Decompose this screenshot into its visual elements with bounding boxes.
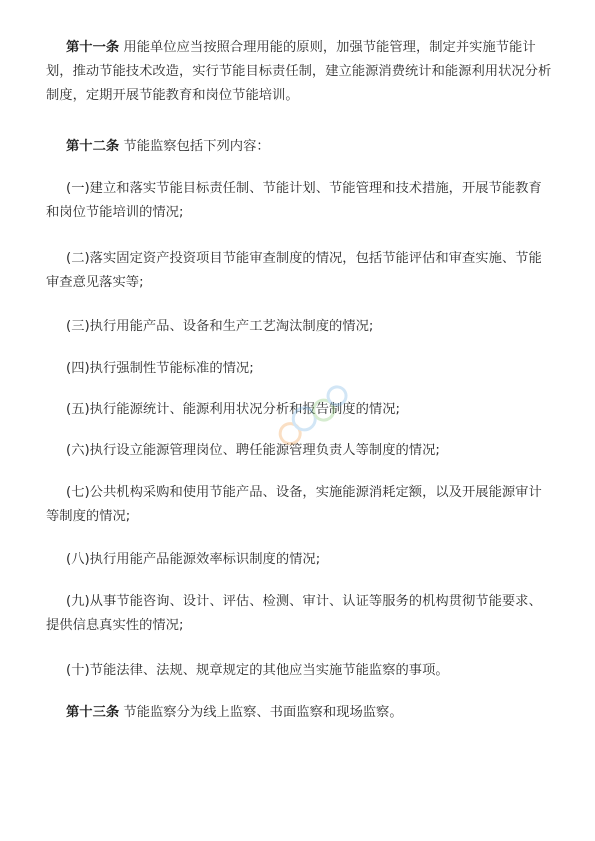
list-item-10: (十)节能法律、法规、规章规定的其他应当实施节能监察的事项。 — [66, 663, 449, 678]
list-item-5: (五)执行能源统计、能源利用状况分析和报告制度的情况; — [66, 402, 400, 417]
article-11-text: 用能单位应当按照合理用能的原则，加强节能管理，制定并实施节能计划，推动节能技术改造，实行节能目标责任制，建立能源消费统计和能源利用状况分析制度，定期开展节能教育和岗位节能培训。 — [46, 40, 552, 103]
list-item-1: (一)建立和落实节能目标责任制、节能计划、节能管理和技术措施，开展节能教育和岗位节能培训的情况; — [46, 181, 542, 220]
list-item-6: (六)执行设立能源管理岗位、聘任能源管理负责人等制度的情况; — [66, 443, 440, 458]
article-13-paragraph — [46, 701, 552, 725]
list-item-7: (七)公共机构采购和使用节能产品、设备，实施能源消耗定额，以及开展能源审计等制度的情况; — [46, 485, 542, 524]
article-13-number: 第十三条 — [66, 705, 120, 720]
article-12-paragraph — [46, 135, 552, 159]
article-11-number: 第十一条 — [66, 40, 120, 55]
list-item-4: (四)执行强制性节能标准的情况; — [66, 361, 254, 376]
list-item-2: (二)落实固定资产投资项目节能审查制度的情况，包括节能评估和审查实施、节能审查意见落实等; — [46, 251, 542, 290]
article-11-paragraph — [46, 36, 552, 108]
article-12-number: 第十二条 — [66, 139, 120, 154]
article-13-text: 节能监察分为线上监察、书面监察和现场监察。 — [119, 705, 403, 720]
list-item-9: (九)从事节能咨询、设计、评估、检测、审计、认证等服务的机构贯彻节能要求、提供信息真实性的情况; — [46, 594, 542, 633]
article-12-text: 节能监察包括下列内容： — [119, 139, 270, 154]
list-item-8: (八)执行用能产品能源效率标识制度的情况; — [66, 552, 321, 567]
list-item-3: (三)执行用能产品、设备和生产工艺淘汰制度的情况; — [66, 319, 374, 334]
